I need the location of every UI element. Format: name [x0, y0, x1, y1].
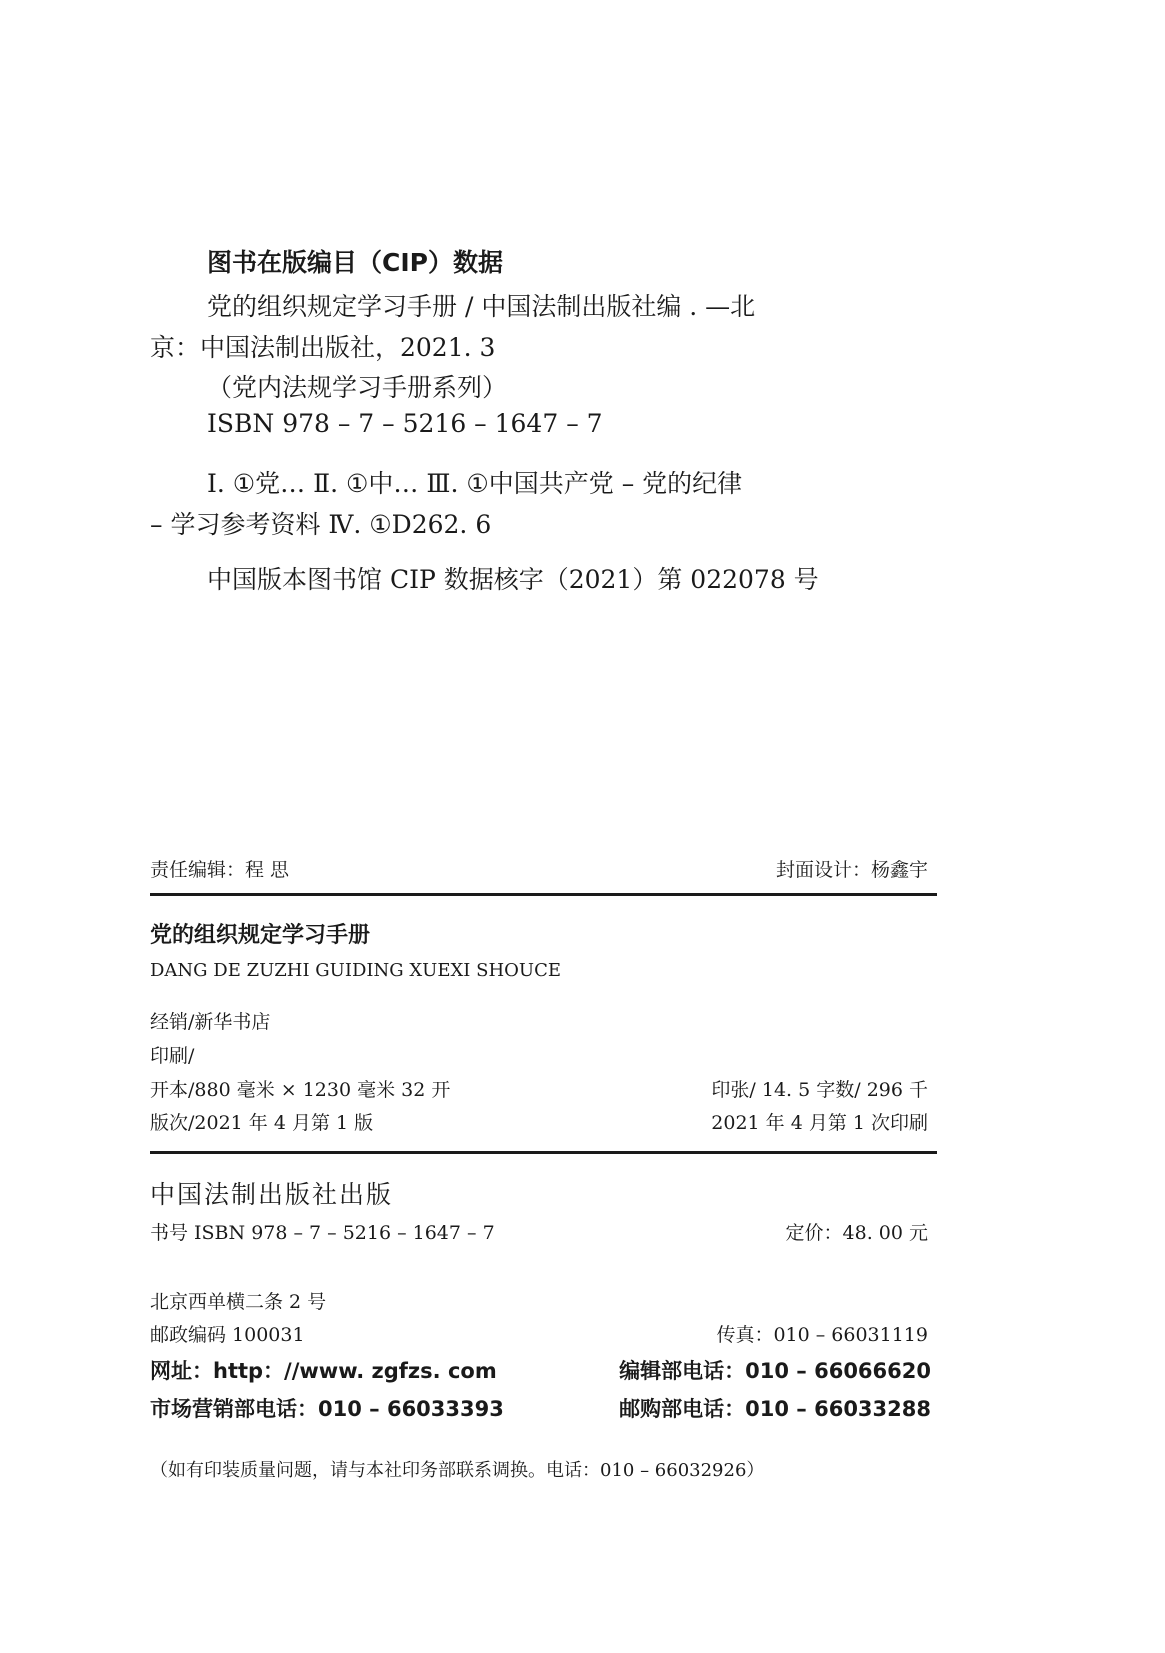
editorial-phone: 编辑部电话：010 – 66066620	[619, 1359, 931, 1383]
distributor: 经销/新华书店	[150, 1011, 271, 1033]
website: 网址：http：//www. zgfzs. com	[150, 1359, 497, 1383]
cip-record-number: 中国版本图书馆 CIP 数据核字（2021）第 022078 号	[207, 565, 819, 594]
cip-isbn: ISBN 978 – 7 – 5216 – 1647 – 7	[207, 409, 603, 438]
divider-top	[150, 893, 937, 896]
mailorder-phone: 邮购部电话：010 – 66033288	[619, 1397, 931, 1421]
cip-heading: 图书在版编目（CIP）数据	[207, 248, 503, 277]
quality-notice: （如有印装质量问题，请与本社印务部联系调换。电话：010 – 66032926）	[150, 1460, 765, 1481]
printer: 印刷/	[150, 1045, 195, 1067]
book-title: 党的组织规定学习手册	[150, 923, 371, 948]
postcode: 邮政编码 100031	[150, 1324, 305, 1346]
cip-series-line: （党内法规学习手册系列）	[207, 373, 508, 402]
book-title-pinyin: DANG DE ZUZHI GUIDING XUEXI SHOUCE	[150, 960, 561, 981]
publisher-name: 中国法制出版社出版	[150, 1180, 394, 1209]
divider-bottom	[150, 1151, 937, 1154]
cover-designer: 封面设计：杨鑫宇	[775, 859, 928, 881]
cip-classification-line-1: Ⅰ. ①党… Ⅱ. ①中… Ⅲ. ①中国共产党 – 党的纪律	[207, 469, 743, 498]
publisher-address: 北京西单横二条 2 号	[150, 1291, 327, 1313]
price: 定价：48. 00 元	[785, 1222, 928, 1244]
responsible-editor: 责任编辑：程 思	[150, 859, 290, 881]
book-number: 书号 ISBN 978 – 7 – 5216 – 1647 – 7	[150, 1222, 495, 1244]
edition: 版次/2021 年 4 月第 1 版	[150, 1112, 374, 1134]
printing: 2021 年 4 月第 1 次印刷	[711, 1112, 928, 1134]
cip-title-line: 党的组织规定学习手册 / 中国法制出版社编 . —北	[207, 292, 756, 321]
cip-classification-line-2: – 学习参考资料 Ⅳ. ①D262. 6	[150, 510, 492, 539]
fax: 传真：010 – 66031119	[716, 1324, 928, 1346]
cip-publisher-line: 京：中国法制出版社，2021. 3	[150, 333, 496, 362]
book-format: 开本/880 毫米 × 1230 毫米 32 开	[150, 1079, 451, 1101]
sheets-and-wordcount: 印张/ 14. 5 字数/ 296 千	[711, 1079, 928, 1101]
marketing-phone: 市场营销部电话：010 – 66033393	[150, 1397, 504, 1421]
